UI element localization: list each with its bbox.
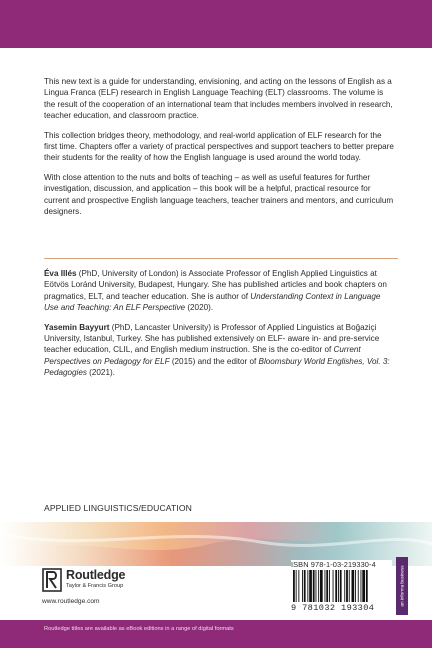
book-description — [44, 76, 396, 225]
publisher-logo — [42, 568, 192, 616]
description-paragraph-3: With close attention to the nuts and bolts of teaching – as well as useful features for further investigation, discussion, and application – this book will be a helpful, practical resource for current and prospective English language teachers, teacher trainers and mentors, and curriculum designers. — [44, 172, 394, 217]
isbn-label: ISBN 978-1-03-219330-4 — [291, 560, 376, 569]
book-title: Understanding Context in Language Use and Teaching: An ELF Perspective — [44, 291, 381, 313]
top-color-band — [0, 0, 432, 48]
isbn-digits: 9 781032 193304 — [291, 603, 375, 613]
book-title: Current Perspectives on Pedagogy for ELF — [44, 345, 361, 366]
description-paragraph-1: This new text is a guide for understanding, envisioning, and acting on the lessons of English as a Lingua Franca (ELF) research in English Language Teaching (ELT) classrooms. The volume is the result of the cooperation of an international team that includes members involved in research, teacher education, and classroom practice. — [44, 77, 393, 121]
routledge-logo-icon — [42, 568, 62, 592]
publisher-url: www.routledge.com — [42, 598, 100, 605]
ebook-note: Routledge titles are available as eBook editions in a range of digital formats — [44, 626, 234, 632]
subject-category: APPLIED LINGUISTICS/EDUCATION — [44, 503, 192, 513]
author-name: Yasemin Bayyurt — [44, 322, 110, 332]
isbn-barcode — [291, 560, 392, 614]
footer-band — [0, 620, 432, 648]
publisher-group: Taylor & Francis Group — [66, 583, 124, 589]
barcode-bars — [291, 570, 392, 602]
informa-side-tab — [396, 557, 408, 615]
book-title: Bloomsbury World Englishes, Vol. 3: Pedagogies — [44, 356, 390, 378]
bio-bayyurt: Yasemin Bayyurt (PhD, Lancaster University) is Professor of Applied Linguistics at Boğaziçi University, Istanbul, Turkey. She has published extensively on ELF- aware in- and pre-service teacher education, CLIL, and English medium instruction. She is the co-editor of Current Perspectives on Pedagogy for ELF (2015) and the editor of Bloomsbury World Englishes, Vol. 3: Pedagogies (2021). — [44, 322, 390, 378]
author-bios — [44, 268, 396, 387]
section-divider — [44, 258, 398, 259]
publisher-name: Routledge — [66, 568, 126, 582]
informa-label: an informa business — [399, 565, 405, 607]
bio-illes: Éva Illés (PhD, University of London) is Associate Professor of English Applied Linguistics at Eötvös Loránd University, Budapest, Hungary. She has published articles and book chapters on pragmatics, ELT, and teacher education. She is author of Understanding Context in Language Use and Teaching: An ELF Perspective (2020). — [44, 269, 387, 313]
author-name: Éva Illés — [44, 269, 77, 278]
description-paragraph-2: This collection bridges theory, methodology, and real-world application of ELF research for the first time. Chapters offer a variety of practical perspectives and support teachers to better prepare their students for the reality of how the English language is used around the world today. — [44, 130, 394, 163]
